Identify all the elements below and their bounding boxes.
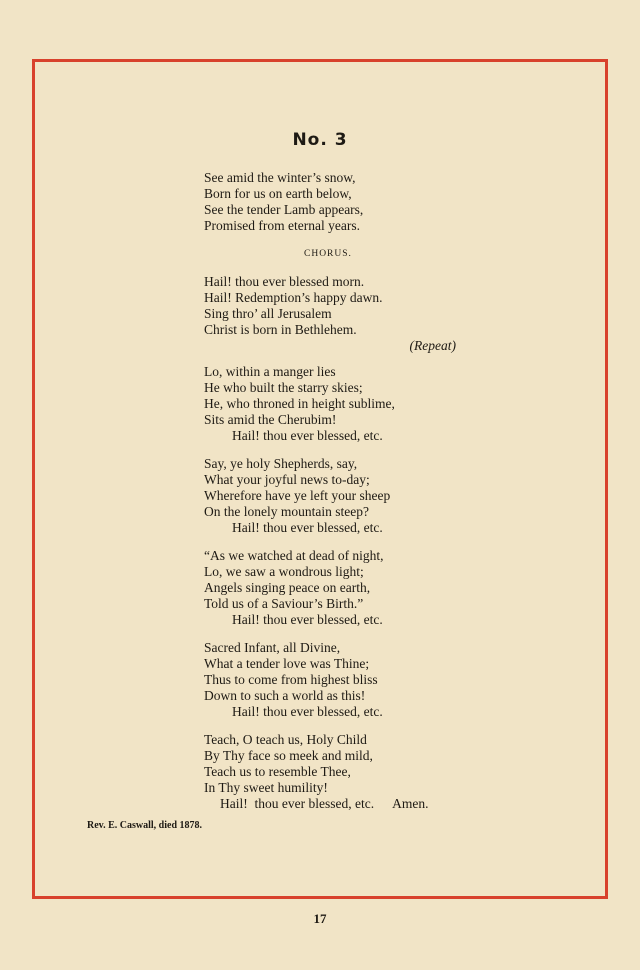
verse-line: Down to such a world as this! bbox=[204, 688, 366, 703]
refrain-line: Hail! thou ever blessed, etc. bbox=[232, 612, 383, 627]
verse-line: See amid the winter’s snow, bbox=[204, 170, 356, 185]
author-credit: Rev. E. Caswall, died 1878. bbox=[87, 820, 203, 831]
verse-line: Born for us on earth below, bbox=[204, 186, 352, 201]
verse-line: Thus to come from highest bliss bbox=[204, 672, 378, 687]
verse-line: Wherefore have ye left your sheep bbox=[204, 488, 391, 503]
verse-line: Say, ye holy Shepherds, say, bbox=[204, 456, 358, 471]
chorus-line: Hail! Redemption’s happy dawn. bbox=[204, 290, 383, 305]
verse-line: Told us of a Saviour’s Birth.” bbox=[204, 596, 364, 611]
verse-line: Promised from eternal years. bbox=[204, 218, 360, 233]
repeat-note: (Repeat) bbox=[409, 338, 456, 353]
verse-line: Teach us to resemble Thee, bbox=[204, 764, 351, 779]
chorus bbox=[204, 274, 456, 354]
hymn-title: No. 3 bbox=[292, 130, 348, 150]
refrain-line: Hail! thou ever blessed, etc. bbox=[232, 428, 383, 443]
stanza-2 bbox=[204, 364, 456, 444]
final-refrain: Hail! thou ever blessed, etc. bbox=[220, 796, 375, 811]
stanza-5 bbox=[204, 640, 456, 720]
stanza-4 bbox=[204, 548, 456, 628]
chorus-line: Christ is born in Bethlehem. bbox=[204, 322, 357, 337]
verse-line: He, who throned in height sublime, bbox=[204, 396, 395, 411]
verse-line: See the tender Lamb appears, bbox=[204, 202, 364, 217]
amen: Amen. bbox=[392, 796, 429, 811]
final-refrain-line bbox=[204, 796, 456, 812]
stanza-3 bbox=[204, 456, 456, 536]
verse-line: He who built the starry skies; bbox=[204, 380, 363, 395]
refrain-line: Hail! thou ever blessed, etc. bbox=[232, 520, 383, 535]
stanza-6 bbox=[204, 732, 456, 812]
hymn-body bbox=[204, 170, 456, 824]
verse-line: Sacred Infant, all Divine, bbox=[204, 640, 341, 655]
verse-line: Lo, within a manger lies bbox=[204, 364, 336, 379]
verse-line: On the lonely mountain steep? bbox=[204, 504, 369, 519]
verse-line: What your joyful news to-day; bbox=[204, 472, 370, 487]
chorus-heading: CHORUS. bbox=[304, 249, 352, 259]
verse-line: “As we watched at dead of night, bbox=[204, 548, 384, 563]
verse-line: Teach, O teach us, Holy Child bbox=[204, 732, 367, 747]
verse-line: Sits amid the Cherubim! bbox=[204, 412, 337, 427]
stanza-1 bbox=[204, 170, 456, 234]
chorus-line: Sing thro’ all Jerusalem bbox=[204, 306, 332, 321]
verse-line: In Thy sweet humility! bbox=[204, 780, 328, 795]
verse-line: Lo, we saw a wondrous light; bbox=[204, 564, 364, 579]
chorus-line: Hail! thou ever blessed morn. bbox=[204, 274, 365, 289]
page-number: 17 bbox=[313, 911, 327, 926]
verse-line: What a tender love was Thine; bbox=[204, 656, 370, 671]
verse-line: Angels singing peace on earth, bbox=[204, 580, 371, 595]
refrain-line: Hail! thou ever blessed, etc. bbox=[232, 704, 383, 719]
verse-line: By Thy face so meek and mild, bbox=[204, 748, 373, 763]
